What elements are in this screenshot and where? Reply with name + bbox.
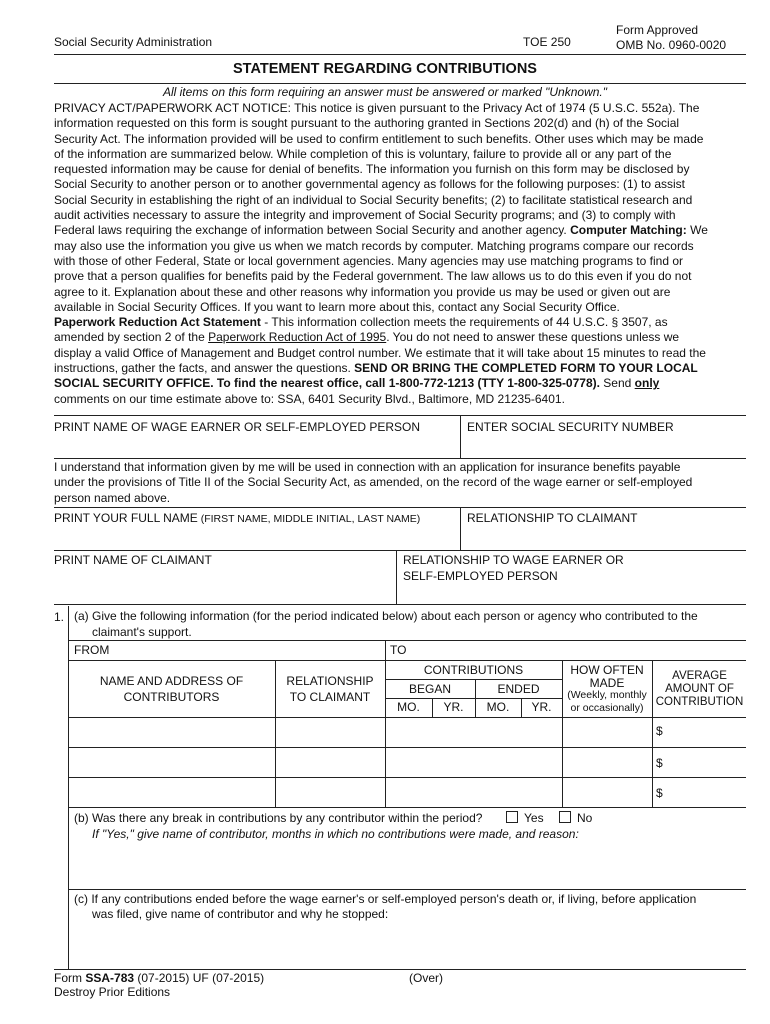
row-2-amount-input[interactable] [666, 750, 744, 775]
form-number: Form SSA-783 (07-2015) UF (07-2015) [54, 971, 265, 985]
title-rule [54, 83, 746, 84]
col-ended: ENDED [497, 682, 540, 696]
form-code: TOE 250 [523, 35, 571, 49]
ended-explanation-input[interactable] [74, 925, 742, 965]
only-word: only [634, 376, 660, 391]
break-explanation-input[interactable] [74, 845, 742, 885]
row-3-frequency-input[interactable] [565, 780, 649, 805]
full-name-label: PRINT YOUR FULL NAME (FIRST NAME, MIDDLE INITIAL, LAST NAME) [54, 511, 421, 525]
col-average-1: AVERAGE [672, 670, 727, 682]
to-label: TO [390, 643, 407, 657]
row-2-dates-input[interactable] [388, 750, 558, 775]
row-2-frequency-input[interactable] [565, 750, 649, 775]
row-1-frequency-input[interactable] [565, 720, 649, 745]
relationship-wage-earner-input[interactable] [403, 586, 743, 601]
understand-statement: I understand that information given by me will be used in connection with an application for insurance benefits payable under the provisions of Title II of the Social Security Act, as amended, on the record of the wage earner or self-employed person named above. [54, 460, 693, 505]
pra-heading: Paperwork Reduction Act Statement [54, 315, 261, 330]
col-ended-yr: YR. [531, 700, 552, 714]
col-how-often-3: (Weekly, monthly [567, 689, 647, 701]
col-average-3: CONTRIBUTION [655, 696, 744, 708]
header-rule [54, 54, 746, 55]
claimant-name-label: PRINT NAME OF CLAIMANT [54, 553, 212, 567]
pra-link[interactable]: Paperwork Reduction Act of 1995 [208, 330, 387, 345]
row-2-relationship-input[interactable] [278, 750, 382, 775]
ssn-input[interactable] [467, 438, 742, 455]
privacy-notice: PRIVACY ACT/PAPERWORK ACT NOTICE: This notice is given pursuant to the Privacy Act of 1974 (5 U.S.C. 552a). The information requested on this form is sought pursuant to the authoring granted in Sections 202(d) and (h) of the Social Security Act. The information provided will be used to confirm entitlement to such benefits. Other uses which may be made of the information are summarized below. While completion of this is voluntary, failure to provide all or any part of the requested information may be cause for denial of benefits. The information you furnish on this form may be disclosed by Social Security to another person or to another governmental agency as follows for the following purposes: (1) to assist Social Security in establishing the right of an individual to Social Security benefits; (2) to facilitate statistical research and audit activities necessary to assure the integrity and improvement of Social Security programs; and (3) to comply with Federal laws requiring the exchange of information between Social Security and another agency. Computer Matching: We may also use the information you give us when we match records by computer. Matching programs compare our records with those of other Federal, State or local government agencies. Many agencies may use matching programs to find or prove that a person qualifies for benefits paid by the Federal government. The law allows us to do this even if you do not agree to it. Explanation about these and other reasons why information you provide us may be used or given out are available in Social Security Offices. If you want to learn more about this, contact any Social Security Office. Paperwork Reduction Act Statement - This information collection meets the requirements of 44 U.S.C. § 3507, as amended by section 2 of the Paperwork Reduction Act of 1995. You do not need to answer these questions unless we display a valid Office of Management and Budget control number. We estimate that it will take about 15 minutes to read the instructions, gather the facts, and answer the questions. SEND OR BRING THE COMPLETED FORM TO YOUR LOCAL SOCIAL SECURITY OFFICE. To find the nearest office, call 1-800-772-1213 (TTY 1-800-325-0778). Send only comments on our time estimate above to: SSA, 6401 Security Blvd., Baltimore, MD 21235-6401. [54, 101, 708, 406]
destroy-notice: Destroy Prior Editions [54, 985, 171, 999]
col-how-often-4: or occasionally) [570, 702, 644, 714]
question-1a-line2: claimant's support. [92, 625, 192, 639]
from-input[interactable] [116, 642, 382, 658]
col-began-mo: MO. [397, 700, 420, 714]
question-1b-followup: If "Yes," give name of contributor, months in which no contributions were made, and reason: [92, 827, 579, 841]
row-2-contributor-input[interactable] [71, 750, 271, 775]
question-1a-line1: (a) Give the following information (for the period indicated below) about each person or agency who contributed to the [74, 609, 698, 623]
omb-number: OMB No. 0960-0020 [616, 38, 727, 52]
question-1c-line2: was filed, give name of contributor and why he stopped: [92, 907, 389, 921]
relationship-wage-earner-label-2: SELF-EMPLOYED PERSON [403, 569, 558, 583]
break-yes-checkbox[interactable] [506, 811, 518, 823]
row-3-dollar: $ [656, 786, 663, 800]
agency-name: Social Security Administration [54, 35, 213, 49]
col-relationship-2: TO CLAIMANT [289, 690, 371, 704]
question-1c-line1: (c) If any contributions ended before the wage earner's or self-employed person's death or, if living, before application [74, 892, 697, 906]
relationship-claimant-input[interactable] [467, 529, 742, 546]
over-label: (Over) [409, 971, 443, 985]
from-label: FROM [74, 643, 110, 657]
col-name-address-2: CONTRIBUTORS [123, 690, 220, 704]
row-1-dollar: $ [656, 724, 663, 738]
row-1-contributor-input[interactable] [71, 720, 271, 745]
computer-matching-heading: Computer Matching: [570, 223, 687, 238]
form-title: STATEMENT REGARDING CONTRIBUTIONS [233, 61, 537, 77]
col-began-yr: YR. [443, 700, 464, 714]
break-no-label: No [577, 811, 593, 825]
row-1-relationship-input[interactable] [278, 720, 382, 745]
break-yes-label: Yes [524, 811, 544, 825]
to-input[interactable] [414, 642, 742, 658]
full-name-input[interactable] [56, 529, 456, 546]
row-1-dates-input[interactable] [388, 720, 558, 745]
col-ended-mo: MO. [486, 700, 510, 714]
instruction: All items on this form requiring an answer must be answered or marked "Unknown." [162, 85, 608, 99]
wage-earner-name-label: PRINT NAME OF WAGE EARNER OR SELF-EMPLOYED PERSON [54, 420, 421, 434]
wage-earner-name-input[interactable] [56, 438, 456, 455]
col-relationship-1: RELATIONSHIP [286, 674, 374, 688]
row-3-dates-input[interactable] [388, 780, 558, 805]
question-number: 1. [54, 610, 65, 624]
col-contributions: CONTRIBUTIONS [423, 663, 524, 677]
privacy-heading: PRIVACY ACT/PAPERWORK ACT NOTICE: [54, 101, 291, 115]
relationship-claimant-label: RELATIONSHIP TO CLAIMANT [467, 511, 638, 525]
ssn-label: ENTER SOCIAL SECURITY NUMBER [467, 420, 674, 434]
row-3-contributor-input[interactable] [71, 780, 271, 805]
question-1b: (b) Was there any break in contributions by any contributor within the period? [74, 811, 483, 825]
col-average-2: AMOUNT OF [665, 683, 734, 695]
col-began: BEGAN [408, 682, 451, 696]
break-no-checkbox[interactable] [559, 811, 571, 823]
row-3-relationship-input[interactable] [278, 780, 382, 805]
row-2-dollar: $ [656, 756, 663, 770]
col-how-often-2: MADE [589, 676, 625, 690]
send-instructions: SEND OR BRING THE COMPLETED FORM TO YOUR LOCAL [354, 361, 698, 376]
row-3-amount-input[interactable] [666, 780, 744, 805]
relationship-wage-earner-label-1: RELATIONSHIP TO WAGE EARNER OR [403, 553, 624, 567]
form-approved: Form Approved [616, 23, 699, 37]
claimant-name-input[interactable] [56, 578, 392, 595]
col-name-address-1: NAME AND ADDRESS OF [99, 674, 244, 688]
col-how-often-1: HOW OFTEN [570, 663, 644, 677]
row-1-amount-input[interactable] [666, 720, 744, 745]
